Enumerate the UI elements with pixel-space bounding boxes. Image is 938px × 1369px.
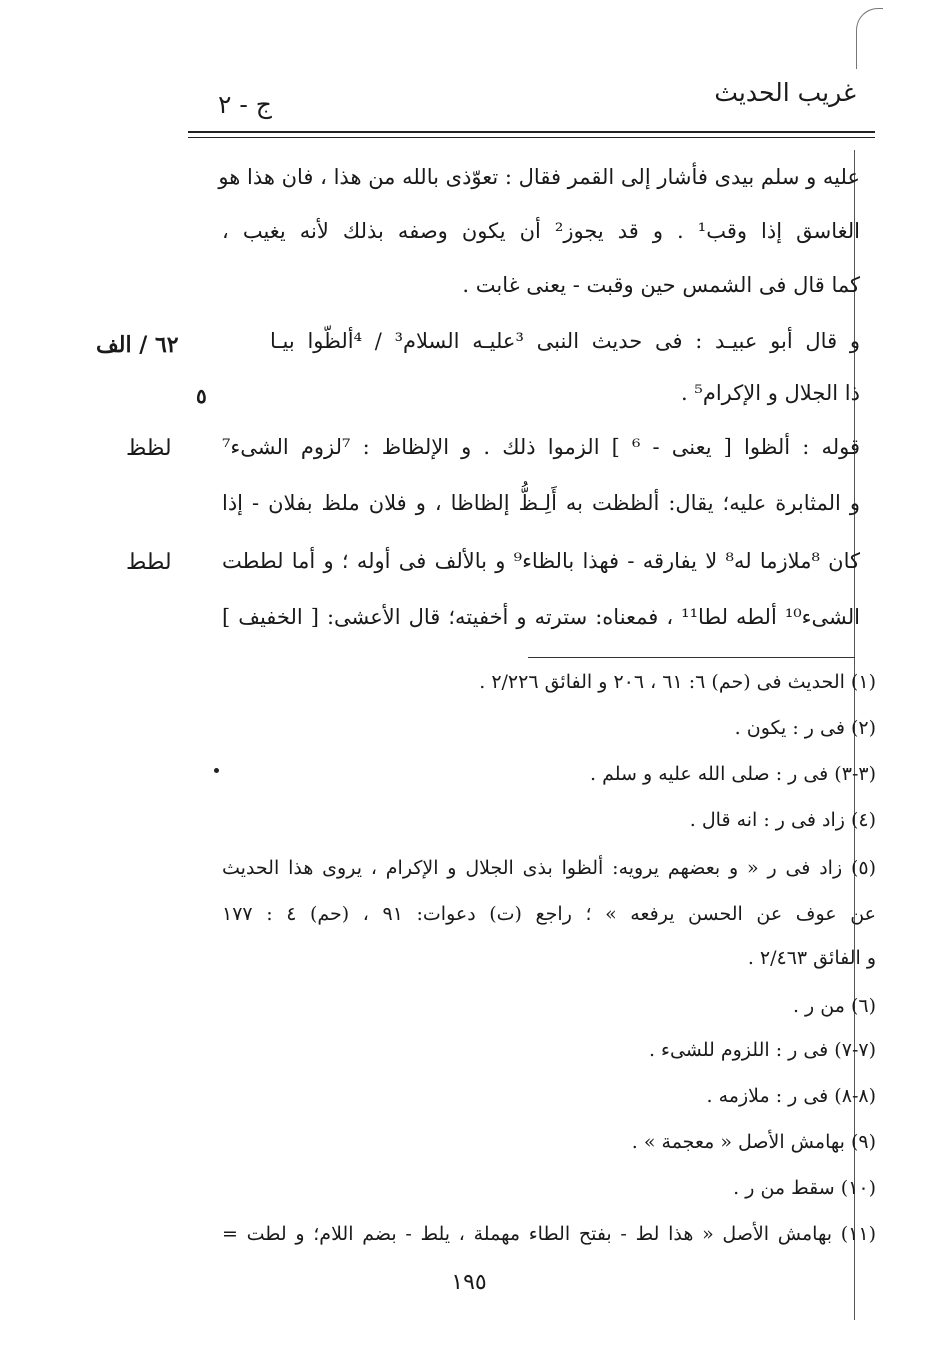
body-line-2: الغاسق إذا وقب¹ . و قد يجوز² أن يكون وصفه بذلك لأنه يغيب ، — [222, 219, 860, 243]
running-header-title: غريب الحديث — [714, 78, 856, 107]
header-rule-thick — [188, 131, 875, 133]
footnote-2: (٢) فى ر : يكون . — [734, 717, 876, 739]
footnote-7: (٧-٧) فى ر : اللزوم للشىء . — [648, 1039, 876, 1061]
body-line-6: قوله : ألظوا [ يعنى - ⁶ ] الزموا ذلك . و الإلظاظ : ⁷لزوم الشىء⁷ — [222, 435, 861, 459]
footnote-3: (٣-٣) فى ر : صلى الله عليه و سلم . — [590, 763, 876, 785]
footnote-1: (١) الحديث فى (حم) ٦: ٦١ ، ٢٠٦ و الفائق ٢/٢٢٦ . — [479, 671, 876, 693]
body-line-3: كما قال فى الشمس حين وقبت - يعنى غابت . — [462, 273, 860, 297]
footnote-4: (٤) زاد فى ر : انه قال . — [689, 809, 876, 831]
footnote-5-line-1: (٥) زاد فى ر « و بعضهم يرويه: ألظوا بذى الجلال و الإكرام ، يروى هذا الحديث — [222, 857, 876, 879]
footnote-6: (٦) من ر . — [792, 995, 876, 1017]
body-line-1: عليه و سلم بيدى فأشار إلى القمر فقال : تعوّذى بالله من هذا ، فان هذا هو — [218, 165, 860, 189]
body-line-4: و قال أبو عبيـد : فى حديث النبى ³عليـه السلام³ / ⁴ألظّوا بيـا — [270, 329, 860, 353]
footnote-separator — [528, 657, 855, 658]
page-number: ١٩٥ — [451, 1270, 487, 1295]
footnote-5-line-3: و الفائق ٢/٤٦٣ . — [747, 947, 876, 969]
body-line-8: كان ⁸ملازما له⁸ لا يفارقه - فهذا بالظاء⁹ و بالألف فى أوله ؛ و أما لططت — [222, 549, 860, 573]
line-count-marker: ٥ — [196, 384, 207, 408]
binding-curve — [856, 8, 883, 69]
stray-dot-mark — [214, 768, 219, 773]
root-keyword-2: لطط — [126, 550, 172, 575]
header-rule-thin — [188, 137, 875, 138]
root-keyword-1: لظظ — [126, 436, 172, 461]
footnote-8: (٨-٨) فى ر : ملازمه . — [706, 1085, 876, 1107]
body-line-7: و المثابرة عليه؛ يقال: ألظظت به أَلِـظُّ إلظاظا ، و فلان ملظ بفلان - إذا — [222, 491, 860, 515]
running-header-volume: ج - ٢ — [218, 90, 272, 119]
body-line-5: ذا الجلال و الإكرام⁵ . — [681, 381, 860, 405]
footnote-9: (٩) بهامش الأصل « معجمة » . — [631, 1131, 876, 1153]
body-line-9: الشىء¹⁰ ألطه لطا¹¹ ، فمعناه: سترته و أخفيته؛ قال الأعشى: [ الخفيف ] — [222, 605, 861, 629]
footnote-5-line-2: عن عوف عن الحسن يرفعه » ؛ راجع (ت) دعوات: ٩١ ، (حم) ٤ : ١٧٧ — [222, 903, 876, 925]
footnote-11: (١١) بهامش الأصل « هذا لط - بفتح الطاء مهملة ، يلط - بضم اللام؛ و لطت = — [222, 1223, 876, 1245]
folio-marker: ٦٢ / الف — [96, 332, 179, 358]
footnote-10: (١٠) سقط من ر . — [733, 1177, 876, 1199]
